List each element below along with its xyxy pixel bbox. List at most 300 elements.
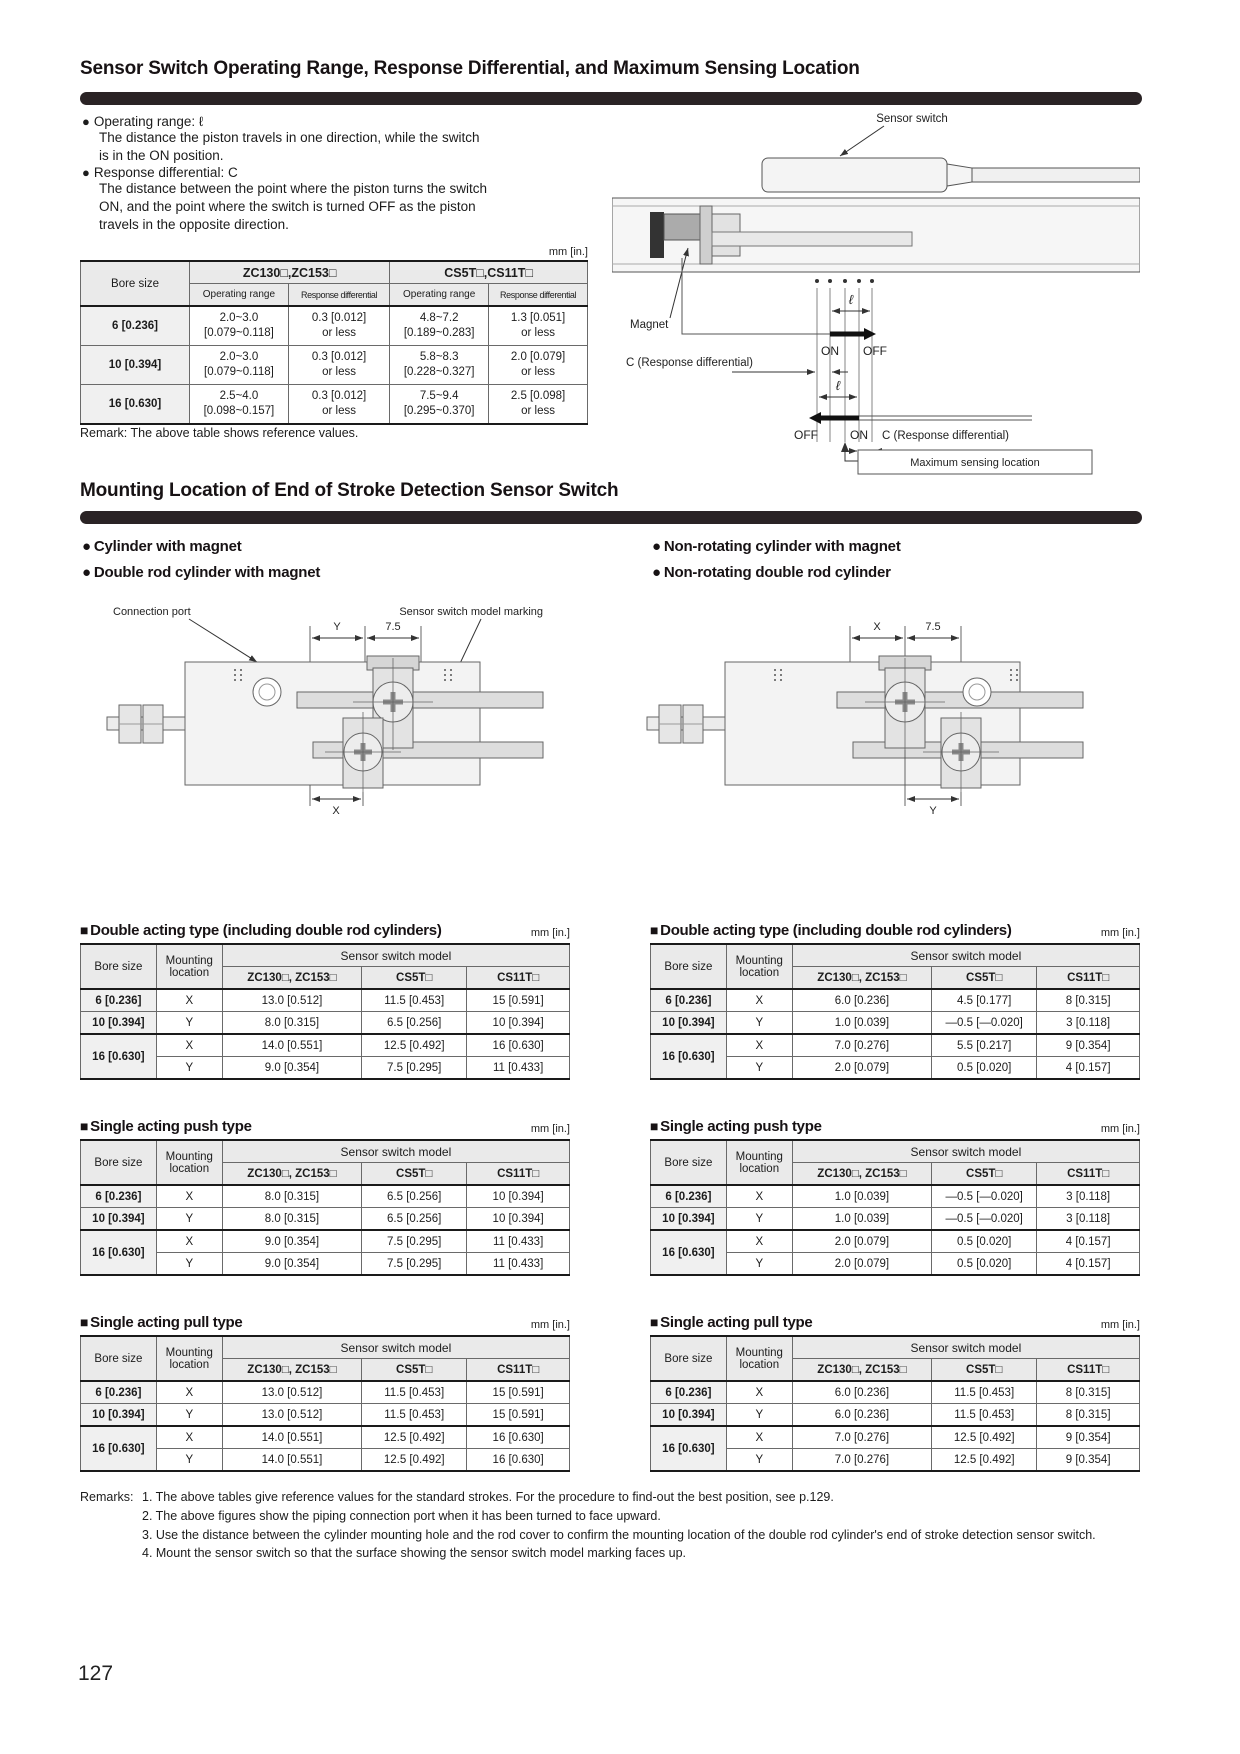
bore-size-header: Bore size (651, 1336, 727, 1381)
single-pull-table-right (650, 1335, 1140, 1472)
mounting-location-cell: Y (156, 1057, 222, 1080)
mounting-location-cell: X (726, 1230, 792, 1253)
table-row (651, 1426, 1140, 1449)
bore-size-cell: 10 [0.394] (81, 1208, 157, 1231)
table-row (81, 1208, 570, 1231)
dimension-value-cell: 10 [0.394] (467, 1185, 570, 1208)
bullet-operating-range: ● Operating range: ℓ (82, 114, 204, 129)
mounting-location-cell: X (726, 1426, 792, 1449)
square-bullet-icon: ■ (650, 1314, 659, 1330)
section1-title-bar (80, 92, 1142, 105)
magnet-block (664, 214, 700, 240)
dimension-value-cell: 10 [0.394] (467, 1012, 570, 1035)
model-column-header: CS5T□ (362, 1163, 467, 1186)
value-line: or less (521, 327, 555, 339)
table-row (651, 1230, 1140, 1253)
sensor-switch-model-header: Sensor switch model (222, 1336, 569, 1359)
model-column-header: CS5T□ (932, 967, 1037, 990)
value-line: 2.0~3.0 (219, 351, 259, 364)
table-row (651, 1336, 1140, 1359)
bore-size-header: Bore size (81, 261, 190, 306)
dimension-value-cell: 3 [0.118] (1037, 1012, 1140, 1035)
table-row (651, 1185, 1140, 1208)
table-row (81, 1034, 570, 1057)
table-title: Double acting type (including double rod cylinders) (90, 922, 442, 939)
bullet-operating-range-desc: The distance the piston travels in one direction, while the switch is in the ON position. (99, 130, 480, 164)
table-row (81, 306, 588, 346)
bullet-icon: ● (82, 538, 91, 555)
sensor-switch-body (762, 158, 947, 192)
value-cell (190, 346, 289, 385)
bullet-cylinder-with-magnet: ● Cylinder with magnet (82, 538, 242, 555)
mounting-location-header: Mounting location (156, 1140, 222, 1185)
model-column-header: ZC130□, ZC153□ (792, 1359, 931, 1382)
mounting-location-table (650, 1139, 1140, 1276)
bullet-icon: ● (82, 165, 90, 181)
operating-range-diagram (612, 106, 1140, 478)
table-row (651, 1140, 1140, 1163)
dimension-value-cell: —0.5 [—0.020] (932, 1208, 1037, 1231)
bore-size-cell: 16 [0.630] (81, 1034, 157, 1079)
dimension-value-cell: 4 [0.157] (1037, 1253, 1140, 1276)
bore-size-cell: 6 [0.236] (81, 1381, 157, 1404)
value-line: or less (322, 405, 356, 417)
model-column-header: CS11T□ (467, 1359, 570, 1382)
dim-x-label: X (873, 621, 881, 633)
double-acting-table-right (650, 943, 1140, 1080)
sub-column-header: Operating range (390, 284, 489, 307)
value-line: 2.5~4.0 (219, 390, 259, 403)
dimension-value-cell: 13.0 [0.512] (222, 1381, 361, 1404)
value-line: 2.0 [0.079] (510, 351, 566, 364)
section1-bullets (82, 114, 492, 234)
table-row (81, 1185, 570, 1208)
value-line: 1.3 [0.051] (510, 312, 566, 325)
bore-size-cell: 16 [0.630] (81, 1230, 157, 1275)
dimension-value-cell: 16 [0.630] (467, 1426, 570, 1449)
dimension-value-cell: 13.0 [0.512] (222, 1404, 361, 1427)
mounting-location-table (650, 943, 1140, 1080)
dimension-value-cell: 6.5 [0.256] (362, 1185, 467, 1208)
model-column-header: CS11T□ (467, 1163, 570, 1186)
mounting-location-cell: X (156, 1426, 222, 1449)
dimension-value-cell: 6.5 [0.256] (362, 1012, 467, 1035)
table-row (81, 346, 588, 385)
square-bullet-icon: ■ (80, 1118, 89, 1134)
dimension-value-cell: 11 [0.433] (467, 1057, 570, 1080)
dim-y-label: Y (333, 621, 341, 633)
section2-title-bar (80, 511, 1142, 524)
value-cell (390, 346, 489, 385)
bullet-icon: ● (652, 538, 661, 555)
value-cell (489, 346, 588, 385)
dimension-value-cell: 9 [0.354] (1037, 1426, 1140, 1449)
table-row (81, 1012, 570, 1035)
dimension-value-cell: 15 [0.591] (467, 1381, 570, 1404)
mounting-location-cell: Y (726, 1012, 792, 1035)
single-push-table-left (80, 1139, 570, 1276)
value-cell (489, 385, 588, 425)
value-cell (190, 385, 289, 425)
sensor-switch-label: Sensor switch (876, 113, 948, 125)
bore-size-header: Bore size (81, 1336, 157, 1381)
value-cell (190, 306, 289, 346)
c-right-label: C (Response differential) (882, 430, 1009, 442)
dim-75-label: 7.5 (385, 621, 401, 633)
mounting-location-cell: X (156, 1230, 222, 1253)
dimension-value-cell: 6.0 [0.236] (792, 1381, 931, 1404)
mounting-location-table (80, 1139, 570, 1276)
dimension-value-cell: 11.5 [0.453] (362, 1381, 467, 1404)
sensor-switch-model-header: Sensor switch model (792, 1140, 1139, 1163)
dimension-value-cell: 14.0 [0.551] (222, 1449, 361, 1472)
dimension-value-cell: 14.0 [0.551] (222, 1034, 361, 1057)
value-line: 0.3 [0.012] (311, 390, 367, 403)
bullet-response-differential: ● Response differential: C (82, 165, 238, 181)
single-pull-table-left (80, 1335, 570, 1472)
cylinder-drawing-right (625, 600, 1085, 818)
model-column-header: CS5T□ (362, 967, 467, 990)
dimension-value-cell: 12.5 [0.492] (932, 1449, 1037, 1472)
value-cell (288, 306, 389, 346)
value-cell (288, 346, 389, 385)
dimension-value-cell: 8.0 [0.315] (222, 1012, 361, 1035)
bore-size-cell: 10 [0.394] (651, 1208, 727, 1231)
model-marking-label: Sensor switch model marking (399, 606, 543, 618)
dimension-value-cell: 2.0 [0.079] (792, 1253, 931, 1276)
value-line: [0.079~0.118] (204, 327, 274, 339)
bullet-icon: ● (652, 564, 661, 581)
dimension-value-cell: 1.0 [0.039] (792, 1185, 931, 1208)
sub-column-header: Response differential (288, 284, 389, 307)
remarks-label: Remarks: (80, 1490, 134, 1504)
table-row (81, 1404, 570, 1427)
dimension-value-cell: 15 [0.591] (467, 989, 570, 1012)
single-pull-block-left (80, 1314, 570, 1472)
dimension-value-cell: 8.0 [0.315] (222, 1208, 361, 1231)
model-column-header: ZC130□, ZC153□ (792, 967, 931, 990)
magnet-label: Magnet (630, 319, 669, 331)
table-row (81, 261, 588, 284)
remark-item: 3. Use the distance between the cylinder mounting hole and the rod cover to confirm the mounting location of the double rod cylinder's end of stroke detection sensor switch. (142, 1527, 1096, 1542)
dimension-value-cell: —0.5 [—0.020] (932, 1185, 1037, 1208)
mounting-location-cell: Y (726, 1253, 792, 1276)
section1-title: Sensor Switch Operating Range, Response Differential, and Maximum Sensing Location (80, 58, 860, 79)
single-push-table-right (650, 1139, 1140, 1276)
dimension-value-cell: 12.5 [0.492] (932, 1426, 1037, 1449)
remarks-list (142, 1488, 1117, 1563)
value-line: 2.0~3.0 (219, 312, 259, 325)
table-row (651, 1208, 1140, 1231)
remark-item: 1. The above tables give reference values for the standard strokes. For the procedure to find-out the best position, see p.129. (142, 1490, 834, 1504)
model-group-header: ZC130□,ZC153□ (190, 261, 390, 284)
value-line: [0.228~0.327] (403, 366, 475, 378)
dimension-value-cell: 3 [0.118] (1037, 1208, 1140, 1231)
model-column-header: CS5T□ (932, 1359, 1037, 1382)
dimension-value-cell: 7.0 [0.276] (792, 1449, 931, 1472)
dimension-value-cell: 12.5 [0.492] (362, 1426, 467, 1449)
table-title: Single acting push type (90, 1118, 252, 1135)
bullet-icon: ● (82, 564, 91, 581)
dimension-value-cell: 6.0 [0.236] (792, 989, 931, 1012)
max-sensing-label: Maximum sensing location (910, 457, 1040, 469)
dimension-value-cell: 4 [0.157] (1037, 1230, 1140, 1253)
bore-size-cell: 10 [0.394] (651, 1404, 727, 1427)
mounting-location-cell: Y (156, 1012, 222, 1035)
table-title: Double acting type (including double rod cylinders) (660, 922, 1012, 939)
dimension-value-cell: 13.0 [0.512] (222, 989, 361, 1012)
mounting-location-header: Mounting location (726, 1336, 792, 1381)
value-line: [0.189~0.283] (403, 327, 475, 339)
bore-size-cell: 6 [0.236] (651, 989, 727, 1012)
mounting-location-cell: Y (156, 1253, 222, 1276)
dim-x-label: X (332, 805, 340, 817)
value-line: 5.8~8.3 (419, 351, 459, 364)
bore-size-cell: 16 [0.630] (81, 385, 190, 425)
bore-size-cell: 6 [0.236] (651, 1185, 727, 1208)
value-line: 2.5 [0.098] (510, 390, 566, 403)
sensor-switch-model-header: Sensor switch model (222, 944, 569, 967)
dimension-value-cell: 9 [0.354] (1037, 1034, 1140, 1057)
value-line: 0.3 [0.012] (311, 351, 367, 364)
dimension-value-cell: 9.0 [0.354] (222, 1057, 361, 1080)
dimension-value-cell: 8 [0.315] (1037, 989, 1140, 1012)
remark-item: 2. The above figures show the piping connection port when it has been turned to face upward. (142, 1508, 661, 1523)
dimension-value-cell: 8 [0.315] (1037, 1381, 1140, 1404)
on-upper-label: ON (821, 344, 839, 358)
value-line: 0.3 [0.012] (311, 312, 367, 325)
dimension-value-cell: 6.5 [0.256] (362, 1208, 467, 1231)
dimension-value-cell: 2.0 [0.079] (792, 1230, 931, 1253)
sensor-switch-cable (972, 168, 1140, 182)
section2-title: Mounting Location of End of Stroke Detection Sensor Switch (80, 480, 619, 501)
table-title: Single acting push type (660, 1118, 822, 1135)
model-column-header: ZC130□, ZC153□ (222, 1359, 361, 1382)
dimension-value-cell: 7.0 [0.276] (792, 1034, 931, 1057)
model-column-header: CS11T□ (467, 967, 570, 990)
unit-label: mm [in.] (530, 1123, 570, 1135)
table-row (81, 1381, 570, 1404)
model-column-header: ZC130□, ZC153□ (792, 1163, 931, 1186)
dimension-value-cell: —0.5 [—0.020] (932, 1012, 1037, 1035)
mounting-location-cell: Y (726, 1208, 792, 1231)
piston-rod (712, 232, 912, 246)
sub-column-header: Operating range (190, 284, 289, 307)
dimension-value-cell: 1.0 [0.039] (792, 1208, 931, 1231)
bore-size-cell: 6 [0.236] (81, 1185, 157, 1208)
dimension-value-cell: 11 [0.433] (467, 1230, 570, 1253)
dimension-value-cell: 4 [0.157] (1037, 1057, 1140, 1080)
sensor-switch-model-header: Sensor switch model (792, 1336, 1139, 1359)
bore-size-header: Bore size (651, 944, 727, 989)
model-column-header: CS5T□ (932, 1163, 1037, 1186)
mounting-location-cell: X (156, 1185, 222, 1208)
dimension-value-cell: 9.0 [0.354] (222, 1253, 361, 1276)
model-column-header: CS11T□ (1037, 1163, 1140, 1186)
value-line: [0.098~0.157] (203, 405, 275, 417)
mounting-location-cell: X (156, 989, 222, 1012)
cylinder-drawing-left (85, 600, 545, 818)
bore-size-cell: 16 [0.630] (651, 1426, 727, 1471)
dim-y-label: Y (929, 805, 937, 817)
bore-size-cell: 10 [0.394] (81, 1012, 157, 1035)
bore-size-header: Bore size (81, 944, 157, 989)
connection-port-label: Connection port (113, 606, 191, 618)
mounting-location-cell: X (726, 1034, 792, 1057)
double-acting-block-left (80, 922, 570, 1080)
dimension-value-cell: 2.0 [0.079] (792, 1057, 931, 1080)
dimension-value-cell: 11.5 [0.453] (362, 989, 467, 1012)
dimension-value-cell: 16 [0.630] (467, 1034, 570, 1057)
dimension-value-cell: 10 [0.394] (467, 1208, 570, 1231)
dimension-value-cell: 11.5 [0.453] (362, 1404, 467, 1427)
bullet-non-rotating-double-rod: ● Non-rotating double rod cylinder (652, 564, 891, 581)
value-line: or less (322, 327, 356, 339)
model-column-header: ZC130□, ZC153□ (222, 1163, 361, 1186)
value-line: 4.8~7.2 (419, 312, 459, 325)
section2-bullets-right (652, 538, 1132, 590)
bullet-non-rotating-cylinder: ● Non-rotating cylinder with magnet (652, 538, 901, 555)
value-line: or less (521, 405, 555, 417)
mounting-location-cell: Y (726, 1057, 792, 1080)
square-bullet-icon: ■ (80, 922, 89, 938)
mounting-location-header: Mounting location (726, 944, 792, 989)
table-row (651, 1381, 1140, 1404)
ell-lower-label: ℓ (835, 378, 841, 393)
dimension-value-cell: 0.5 [0.020] (932, 1253, 1037, 1276)
mounting-location-cell: Y (726, 1404, 792, 1427)
table-row (81, 385, 588, 425)
table-row (651, 989, 1140, 1012)
bullet-double-rod-cylinder: ● Double rod cylinder with magnet (82, 564, 321, 581)
off-upper-label: OFF (863, 344, 887, 358)
table1-remark: Remark: The above table shows reference values. (80, 426, 359, 440)
bore-size-cell: 6 [0.236] (81, 989, 157, 1012)
mounting-location-header: Mounting location (726, 1140, 792, 1185)
single-push-block-left (80, 1118, 570, 1276)
bore-size-cell: 10 [0.394] (651, 1012, 727, 1035)
value-cell (288, 385, 389, 425)
dimension-value-cell: 9.0 [0.354] (222, 1230, 361, 1253)
dimension-value-cell: 16 [0.630] (467, 1449, 570, 1472)
bore-size-cell: 16 [0.630] (651, 1230, 727, 1275)
unit-label: mm [in.] (530, 927, 570, 939)
mounting-location-header: Mounting location (156, 1336, 222, 1381)
mounting-location-cell: X (726, 989, 792, 1012)
bore-size-cell: 16 [0.630] (651, 1034, 727, 1079)
dimension-value-cell: 11 [0.433] (467, 1253, 570, 1276)
dimension-value-cell: 12.5 [0.492] (362, 1449, 467, 1472)
unit-label: mm [in.] (1100, 1319, 1140, 1331)
mounting-location-cell: Y (156, 1449, 222, 1472)
sensor-switch-model-header: Sensor switch model (222, 1140, 569, 1163)
remark-item: 4. Mount the sensor switch so that the surface showing the sensor switch model marking faces up. (142, 1546, 687, 1561)
sensor-switch-model-header: Sensor switch model (792, 944, 1139, 967)
mounting-location-cell: Y (156, 1404, 222, 1427)
table-row (81, 944, 570, 967)
operating-range-table (80, 260, 588, 425)
dimension-value-cell: 1.0 [0.039] (792, 1012, 931, 1035)
table-title: Single acting pull type (660, 1314, 813, 1331)
bullet-response-differential-desc: The distance between the point where the piston turns the switch ON, and the point where the switch is turned OFF as the piston travels in the opposite direction. (99, 181, 487, 233)
dimension-value-cell: 6.0 [0.236] (792, 1404, 931, 1427)
bullet-icon: ● (82, 114, 90, 129)
dimension-value-cell: 8 [0.315] (1037, 1404, 1140, 1427)
model-column-header: ZC130□, ZC153□ (222, 967, 361, 990)
value-line: [0.079~0.118] (204, 366, 274, 378)
table-row (651, 944, 1140, 967)
mounting-location-cell: Y (726, 1449, 792, 1472)
dimension-value-cell: 0.5 [0.020] (932, 1230, 1037, 1253)
single-pull-block-right (650, 1314, 1140, 1472)
value-cell (390, 306, 489, 346)
dimension-value-cell: 12.5 [0.492] (362, 1034, 467, 1057)
bore-size-header: Bore size (81, 1140, 157, 1185)
model-group-header: CS5T□,CS11T□ (390, 261, 588, 284)
double-acting-table-left (80, 943, 570, 1080)
bore-size-header: Bore size (651, 1140, 727, 1185)
mounting-location-cell: X (726, 1381, 792, 1404)
mounting-location-cell: X (156, 1381, 222, 1404)
bore-size-cell: 10 [0.394] (81, 346, 190, 385)
section2-bullets-left (82, 538, 562, 590)
value-line: 7.5~9.4 (419, 390, 459, 403)
value-cell (489, 306, 588, 346)
model-column-header: CS11T□ (1037, 967, 1140, 990)
bore-size-cell: 6 [0.236] (81, 306, 190, 346)
table-row (81, 1426, 570, 1449)
dimension-value-cell: 5.5 [0.217] (932, 1034, 1037, 1057)
page-number: 127 (78, 1662, 114, 1685)
value-line: or less (322, 366, 356, 378)
mounting-location-table (650, 1335, 1140, 1472)
square-bullet-icon: ■ (650, 922, 659, 938)
bore-size-cell: 16 [0.630] (81, 1426, 157, 1471)
table-row (81, 1336, 570, 1359)
mounting-location-cell: X (726, 1185, 792, 1208)
double-acting-block-right (650, 922, 1140, 1080)
mounting-location-cell: Y (156, 1208, 222, 1231)
off-lower-label: OFF (794, 428, 818, 442)
table-row (81, 1140, 570, 1163)
operating-range-table (80, 260, 588, 425)
mounting-location-table (80, 943, 570, 1080)
square-bullet-icon: ■ (80, 1314, 89, 1330)
dim-75-label: 7.5 (925, 621, 941, 633)
dimension-value-cell: 7.0 [0.276] (792, 1426, 931, 1449)
table-row (651, 1404, 1140, 1427)
dimension-value-cell: 0.5 [0.020] (932, 1057, 1037, 1080)
table-row (81, 1230, 570, 1253)
table-row (651, 1012, 1140, 1035)
remarks (80, 1488, 1150, 1563)
piston (650, 212, 664, 258)
unit-label: mm [in.] (530, 1319, 570, 1331)
dimension-value-cell: 3 [0.118] (1037, 1185, 1140, 1208)
mounting-location-table (80, 1335, 570, 1472)
dimension-value-cell: 9 [0.354] (1037, 1449, 1140, 1472)
table-title: Single acting pull type (90, 1314, 243, 1331)
model-column-header: CS5T□ (362, 1359, 467, 1382)
on-lower-label: ON (850, 428, 868, 442)
square-bullet-icon: ■ (650, 1118, 659, 1134)
dimension-value-cell: 11.5 [0.453] (932, 1404, 1037, 1427)
dimension-value-cell: 8.0 [0.315] (222, 1185, 361, 1208)
dimension-value-cell: 7.5 [0.295] (362, 1253, 467, 1276)
dimension-value-cell: 7.5 [0.295] (362, 1230, 467, 1253)
dimension-value-cell: 15 [0.591] (467, 1404, 570, 1427)
value-cell (390, 385, 489, 425)
